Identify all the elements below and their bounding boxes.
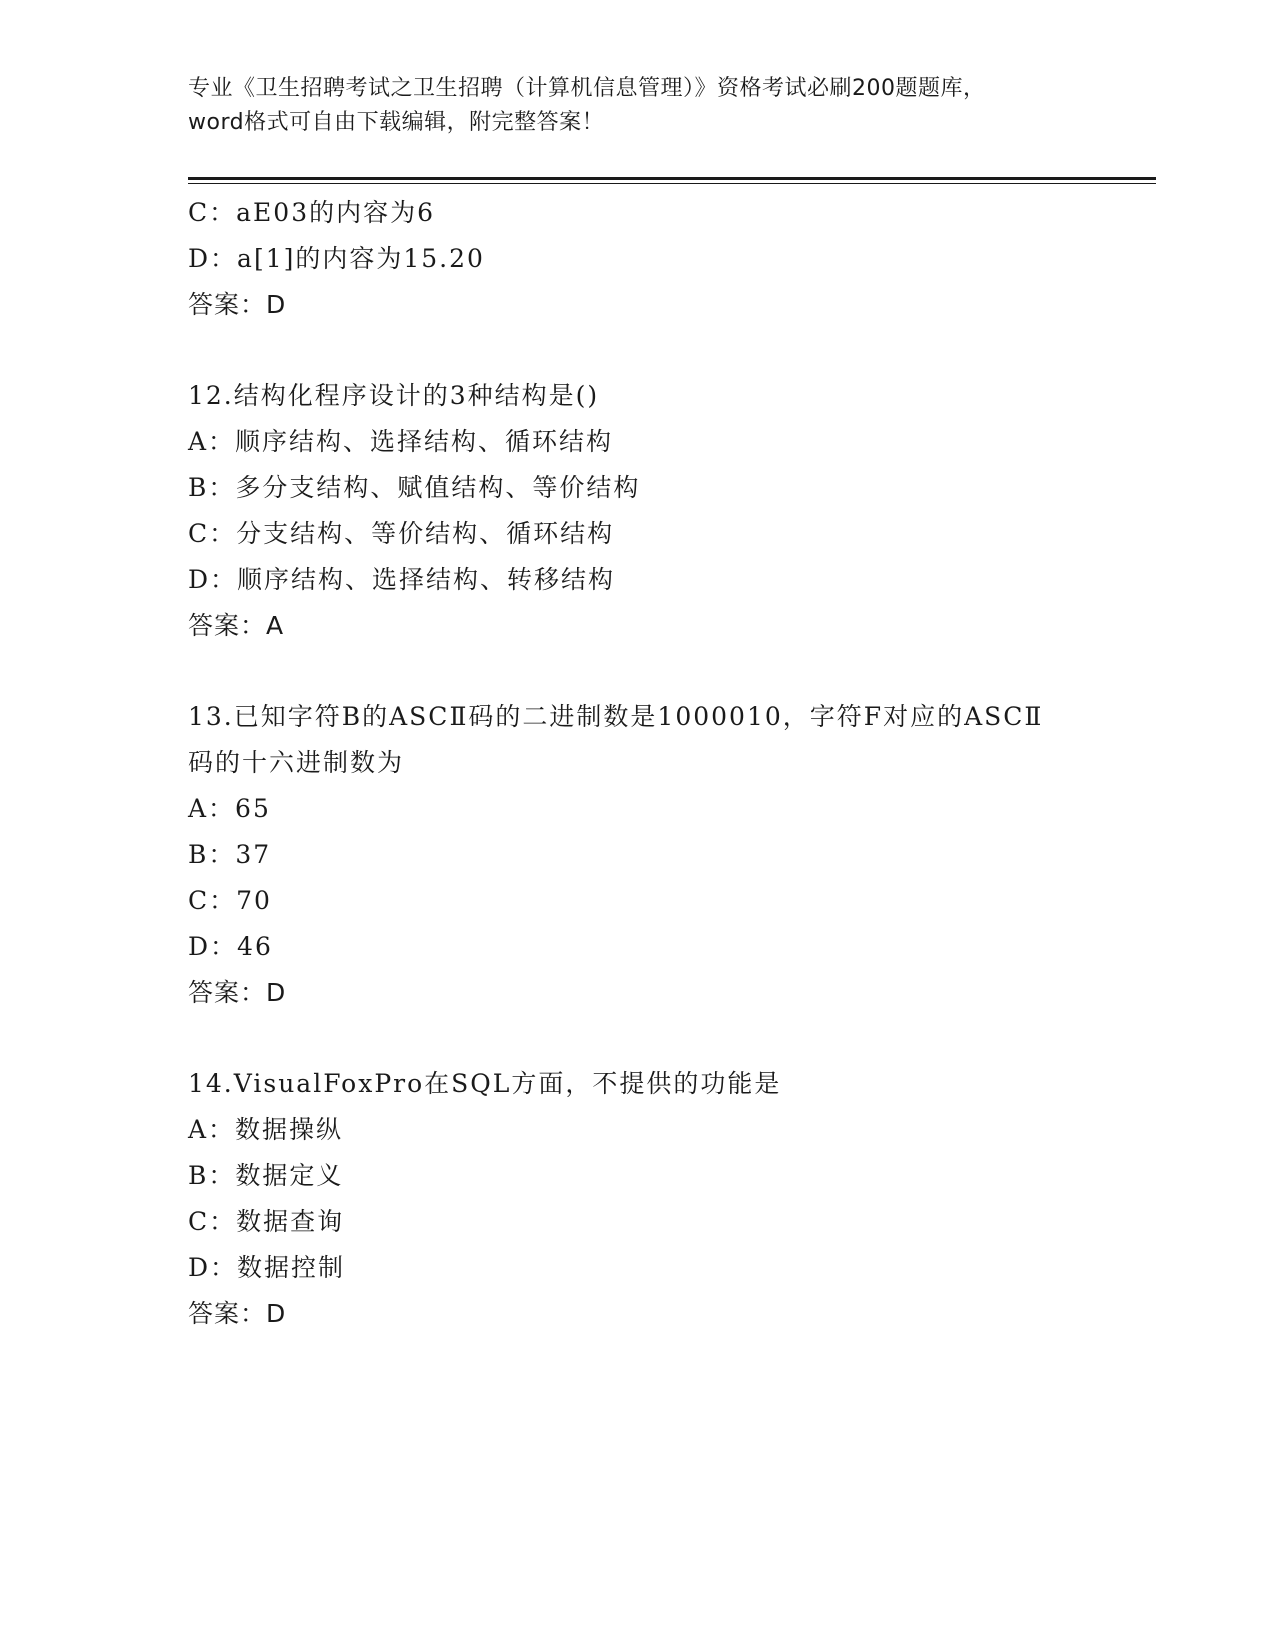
prev-question-block: [188, 190, 1148, 328]
option-c: C：70: [188, 886, 272, 915]
question-text: 14.VisualFoxPro在SQL方面，不提供的功能是: [188, 1069, 782, 1098]
question-12-block: [188, 373, 1148, 649]
header-rule-thin: [188, 183, 1156, 184]
answer-line: 答案：D: [188, 1299, 287, 1328]
question-content: [188, 190, 1148, 1337]
option-a: A：顺序结构、选择结构、循环结构: [188, 427, 614, 456]
option-a: A：65: [188, 794, 271, 823]
answer-line: 答案：D: [188, 978, 287, 1007]
option-d: D：46: [188, 932, 273, 961]
option-a: A：数据操纵: [188, 1115, 344, 1144]
spacer: [188, 1016, 1148, 1061]
option-c: C：数据查询: [188, 1207, 345, 1236]
header-rule-thick: [188, 177, 1156, 180]
option-b: B：37: [188, 840, 272, 869]
document-header: [188, 72, 1088, 140]
question-14-block: [188, 1061, 1148, 1337]
answer-line: 答案：A: [188, 611, 285, 640]
option-b: B：数据定义: [188, 1161, 344, 1190]
question-13-block: [188, 694, 1148, 1016]
question-text-continued: 码的十六进制数为: [188, 748, 405, 777]
option-c: C：分支结构、等价结构、循环结构: [188, 519, 615, 548]
question-text: 13.已知字符B的ASCⅡ码的二进制数是1000010，字符F对应的ASCⅡ: [188, 702, 1044, 731]
option-d: D：a[1]的内容为15.20: [188, 244, 485, 273]
header-line-2: word格式可自由下载编辑，附完整答案！: [188, 110, 605, 135]
spacer: [188, 328, 1148, 373]
option-c: C：aE03的内容为6: [188, 198, 436, 227]
question-text: 12.结构化程序设计的3种结构是(): [188, 381, 600, 410]
header-line-1: 专业《卫生招聘考试之卫生招聘（计算机信息管理）》资格考试必刷200题题库，: [188, 76, 986, 101]
answer-line: 答案：D: [188, 290, 287, 319]
spacer: [188, 649, 1148, 694]
option-d: D：顺序结构、选择结构、转移结构: [188, 565, 616, 594]
option-b: B：多分支结构、赋值结构、等价结构: [188, 473, 641, 502]
option-d: D：数据控制: [188, 1253, 346, 1282]
